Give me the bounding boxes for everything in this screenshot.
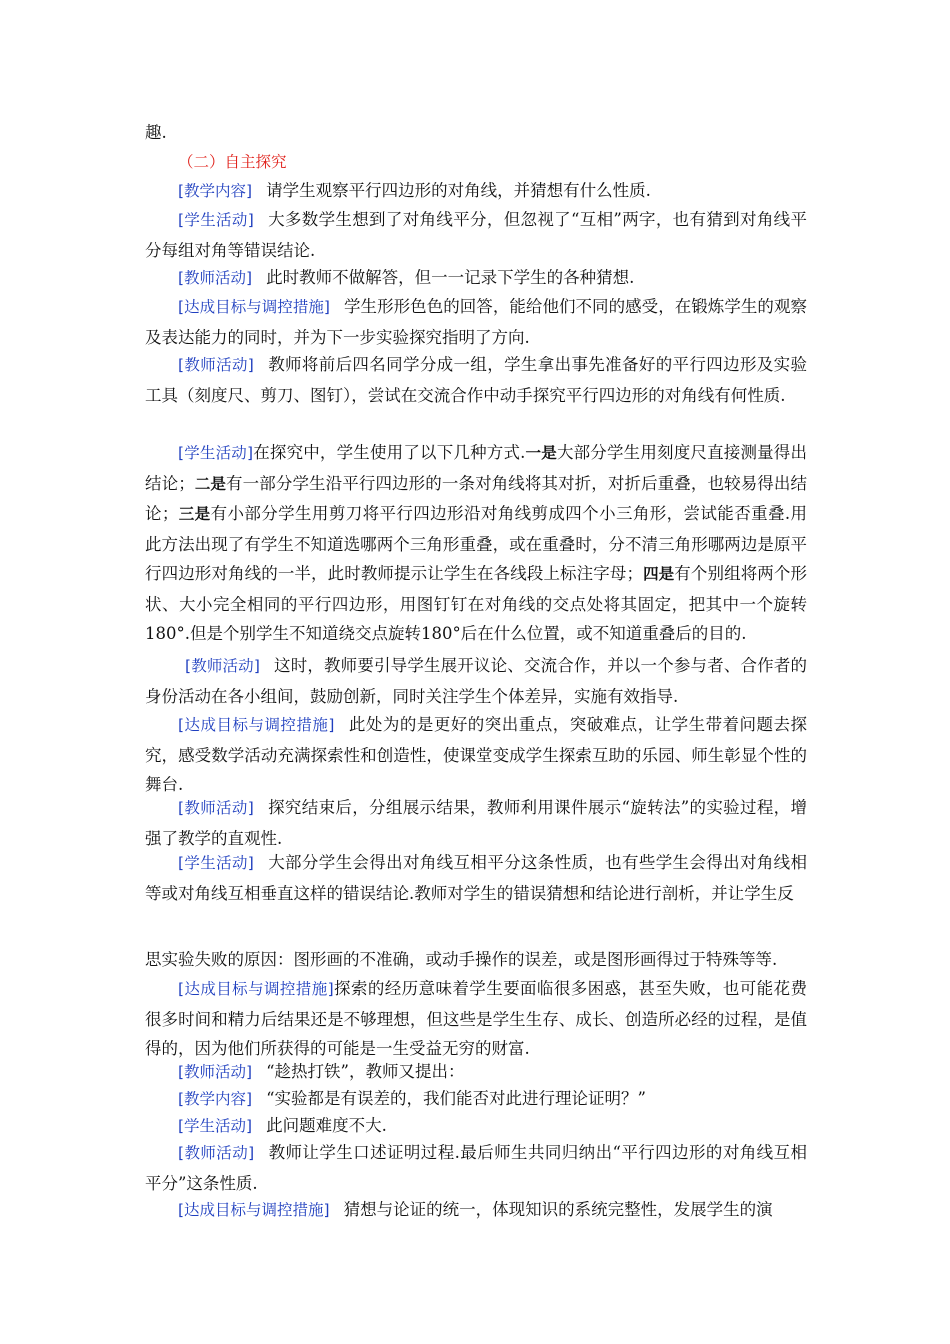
paragraph-text: 大部分学生用刻度尺直接测量得出结论； bbox=[145, 443, 807, 493]
paragraph-text: 大部分学生会得出对角线互相平分这条性质，也有些学生会得出对角线相等或对角线互相垂直这样的错误结论.教师对学生的错误猜想和结论进行剖析，并让学生反 bbox=[145, 853, 807, 903]
paragraph-text: “趁热打铁”，教师又提出： bbox=[266, 1062, 465, 1081]
paragraph bbox=[145, 438, 807, 649]
keyword: 一是 bbox=[525, 444, 557, 462]
paragraph-text: 探索的经历意味着学生要面临很多困惑，甚至失败，也可能花费很多时间和精力后结果还是不够理想，但这些是学生生存、成长、创造所必经的过程，是值得的，因为他们所获得的可能是一生受益无穷的财富. bbox=[145, 979, 807, 1058]
paragraph bbox=[145, 710, 807, 800]
paragraph bbox=[145, 1057, 807, 1088]
paragraph bbox=[145, 292, 807, 352]
teacher-activity-tag: [教师活动] bbox=[185, 657, 260, 675]
section-heading bbox=[145, 147, 807, 178]
paragraph bbox=[145, 1084, 807, 1115]
paragraph-text: 此处为的是更好的突出重点，突破难点，让学生带着问题去探究，感受数学活动充满探索性和创造性，使课堂变成学生探索互助的乐园、师生彰显个性的舞台. bbox=[145, 715, 807, 794]
paragraph-fragment bbox=[145, 118, 807, 148]
paragraph bbox=[145, 945, 807, 975]
goal-measure-tag: [达成目标与调控措施] bbox=[178, 1201, 330, 1219]
section-heading-label: （二）自主探究 bbox=[178, 153, 287, 171]
student-activity-tag: [学生活动] bbox=[178, 854, 254, 872]
paragraph-text: 学生形形色色的回答，能给他们不同的感受，在锻炼学生的观察及表达能力的同时，并为下一步实验探究指明了方向. bbox=[145, 297, 807, 347]
paragraph bbox=[145, 848, 807, 908]
paragraph-text: 思实验失败的原因：图形画的不准确，或动手操作的误差，或是图形画得过于特殊等等. bbox=[145, 950, 778, 969]
paragraph bbox=[145, 1138, 807, 1198]
paragraph-text: 有小部分学生用剪刀将平行四边形沿对角线剪成四个小三角形，尝试能否重叠.用此方法出现了有学生不知道选哪两个三角形重叠，或在重叠时，分不清三角形哪两边是原平行四边形对角线的一半，此时教师提示让学生在各线段上标注字母； bbox=[145, 504, 807, 583]
keyword: 四是 bbox=[642, 565, 675, 583]
paragraph-text: 此问题难度不大. bbox=[266, 1116, 387, 1135]
keyword: 三是 bbox=[178, 505, 211, 523]
paragraph bbox=[145, 1111, 807, 1142]
paragraph bbox=[145, 205, 807, 265]
paragraph bbox=[145, 974, 807, 1064]
student-activity-tag: [学生活动] bbox=[178, 1117, 253, 1135]
paragraph-text: 在探究中，学生使用了以下几种方式. bbox=[253, 443, 526, 462]
paragraph-text: 此时教师不做解答，但一一记录下学生的各种猜想. bbox=[266, 268, 635, 287]
paragraph-text: 请学生观察平行四边形的对角线，并猜想有什么性质. bbox=[266, 181, 651, 200]
keyword: 二是 bbox=[194, 474, 227, 493]
teaching-content-tag: [教学内容] bbox=[178, 182, 253, 200]
paragraph-text: 教师将前后四名同学分成一组，学生拿出事先准备好的平行四边形及实验工具（刻度尺、剪刀、图钉），尝试在交流合作中动手探究平行四边形的对角线有何性质. bbox=[145, 355, 807, 405]
teacher-activity-tag: [教师活动] bbox=[178, 356, 254, 374]
paragraph bbox=[145, 263, 807, 294]
goal-measure-tag: [达成目标与调控措施] bbox=[178, 980, 334, 998]
paragraph-text: 趣. bbox=[145, 123, 167, 142]
paragraph bbox=[145, 176, 807, 207]
paragraph-text: 猜想与论证的统一，体现知识的系统完整性，发展学生的演 bbox=[343, 1200, 773, 1219]
paragraph-text: 这时，教师要引导学生展开议论、交流合作，并以一个参与者、合作者的身份活动在各小组间，鼓励创新，同时关注学生个体差异，实施有效指导. bbox=[145, 656, 807, 706]
student-activity-tag: [学生活动] bbox=[178, 211, 254, 229]
paragraph-text: 探究结束后，分组展示结果，教师利用课件展示“旋转法”的实验过程，增强了教学的直观性. bbox=[145, 798, 807, 848]
goal-measure-tag: [达成目标与调控措施] bbox=[178, 298, 330, 316]
paragraph-text: 教师让学生口述证明过程.最后师生共同归纳出“平行四边形的对角线互相平分”这条性质. bbox=[145, 1143, 807, 1193]
goal-measure-tag: [达成目标与调控措施] bbox=[178, 716, 335, 734]
paragraph-text: 有个别组将两个形状、大小完全相同的平行四边形，用图钉钉在对角线的交点处将其固定，把其中一个旋转180°.但是个别学生不知道绕交点旋转180°后在什么位置，或不知道重叠后的目的. bbox=[145, 564, 807, 643]
student-activity-tag: [学生活动] bbox=[178, 444, 254, 462]
teacher-activity-tag: [教师活动] bbox=[178, 799, 254, 817]
teacher-activity-tag: [教师活动] bbox=[178, 1144, 255, 1162]
paragraph bbox=[145, 350, 807, 410]
paragraph bbox=[145, 1195, 807, 1226]
paragraph-text: “实验都是有误差的，我们能否对此进行理论证明？” bbox=[266, 1089, 646, 1108]
paragraph-text: 有一部分学生沿平行四边形的一条对角线将其对折，对折后重叠，也较易得出结论； bbox=[145, 473, 808, 523]
teacher-activity-tag: [教师活动] bbox=[178, 269, 253, 287]
paragraph bbox=[145, 793, 807, 853]
paragraph bbox=[145, 651, 807, 711]
paragraph-text: 大多数学生想到了对角线平分，但忽视了“互相”两字，也有猜到对角线平分每组对角等错误结论. bbox=[145, 210, 807, 260]
teaching-content-tag: [教学内容] bbox=[178, 1090, 253, 1108]
teacher-activity-tag: [教师活动] bbox=[178, 1063, 253, 1081]
